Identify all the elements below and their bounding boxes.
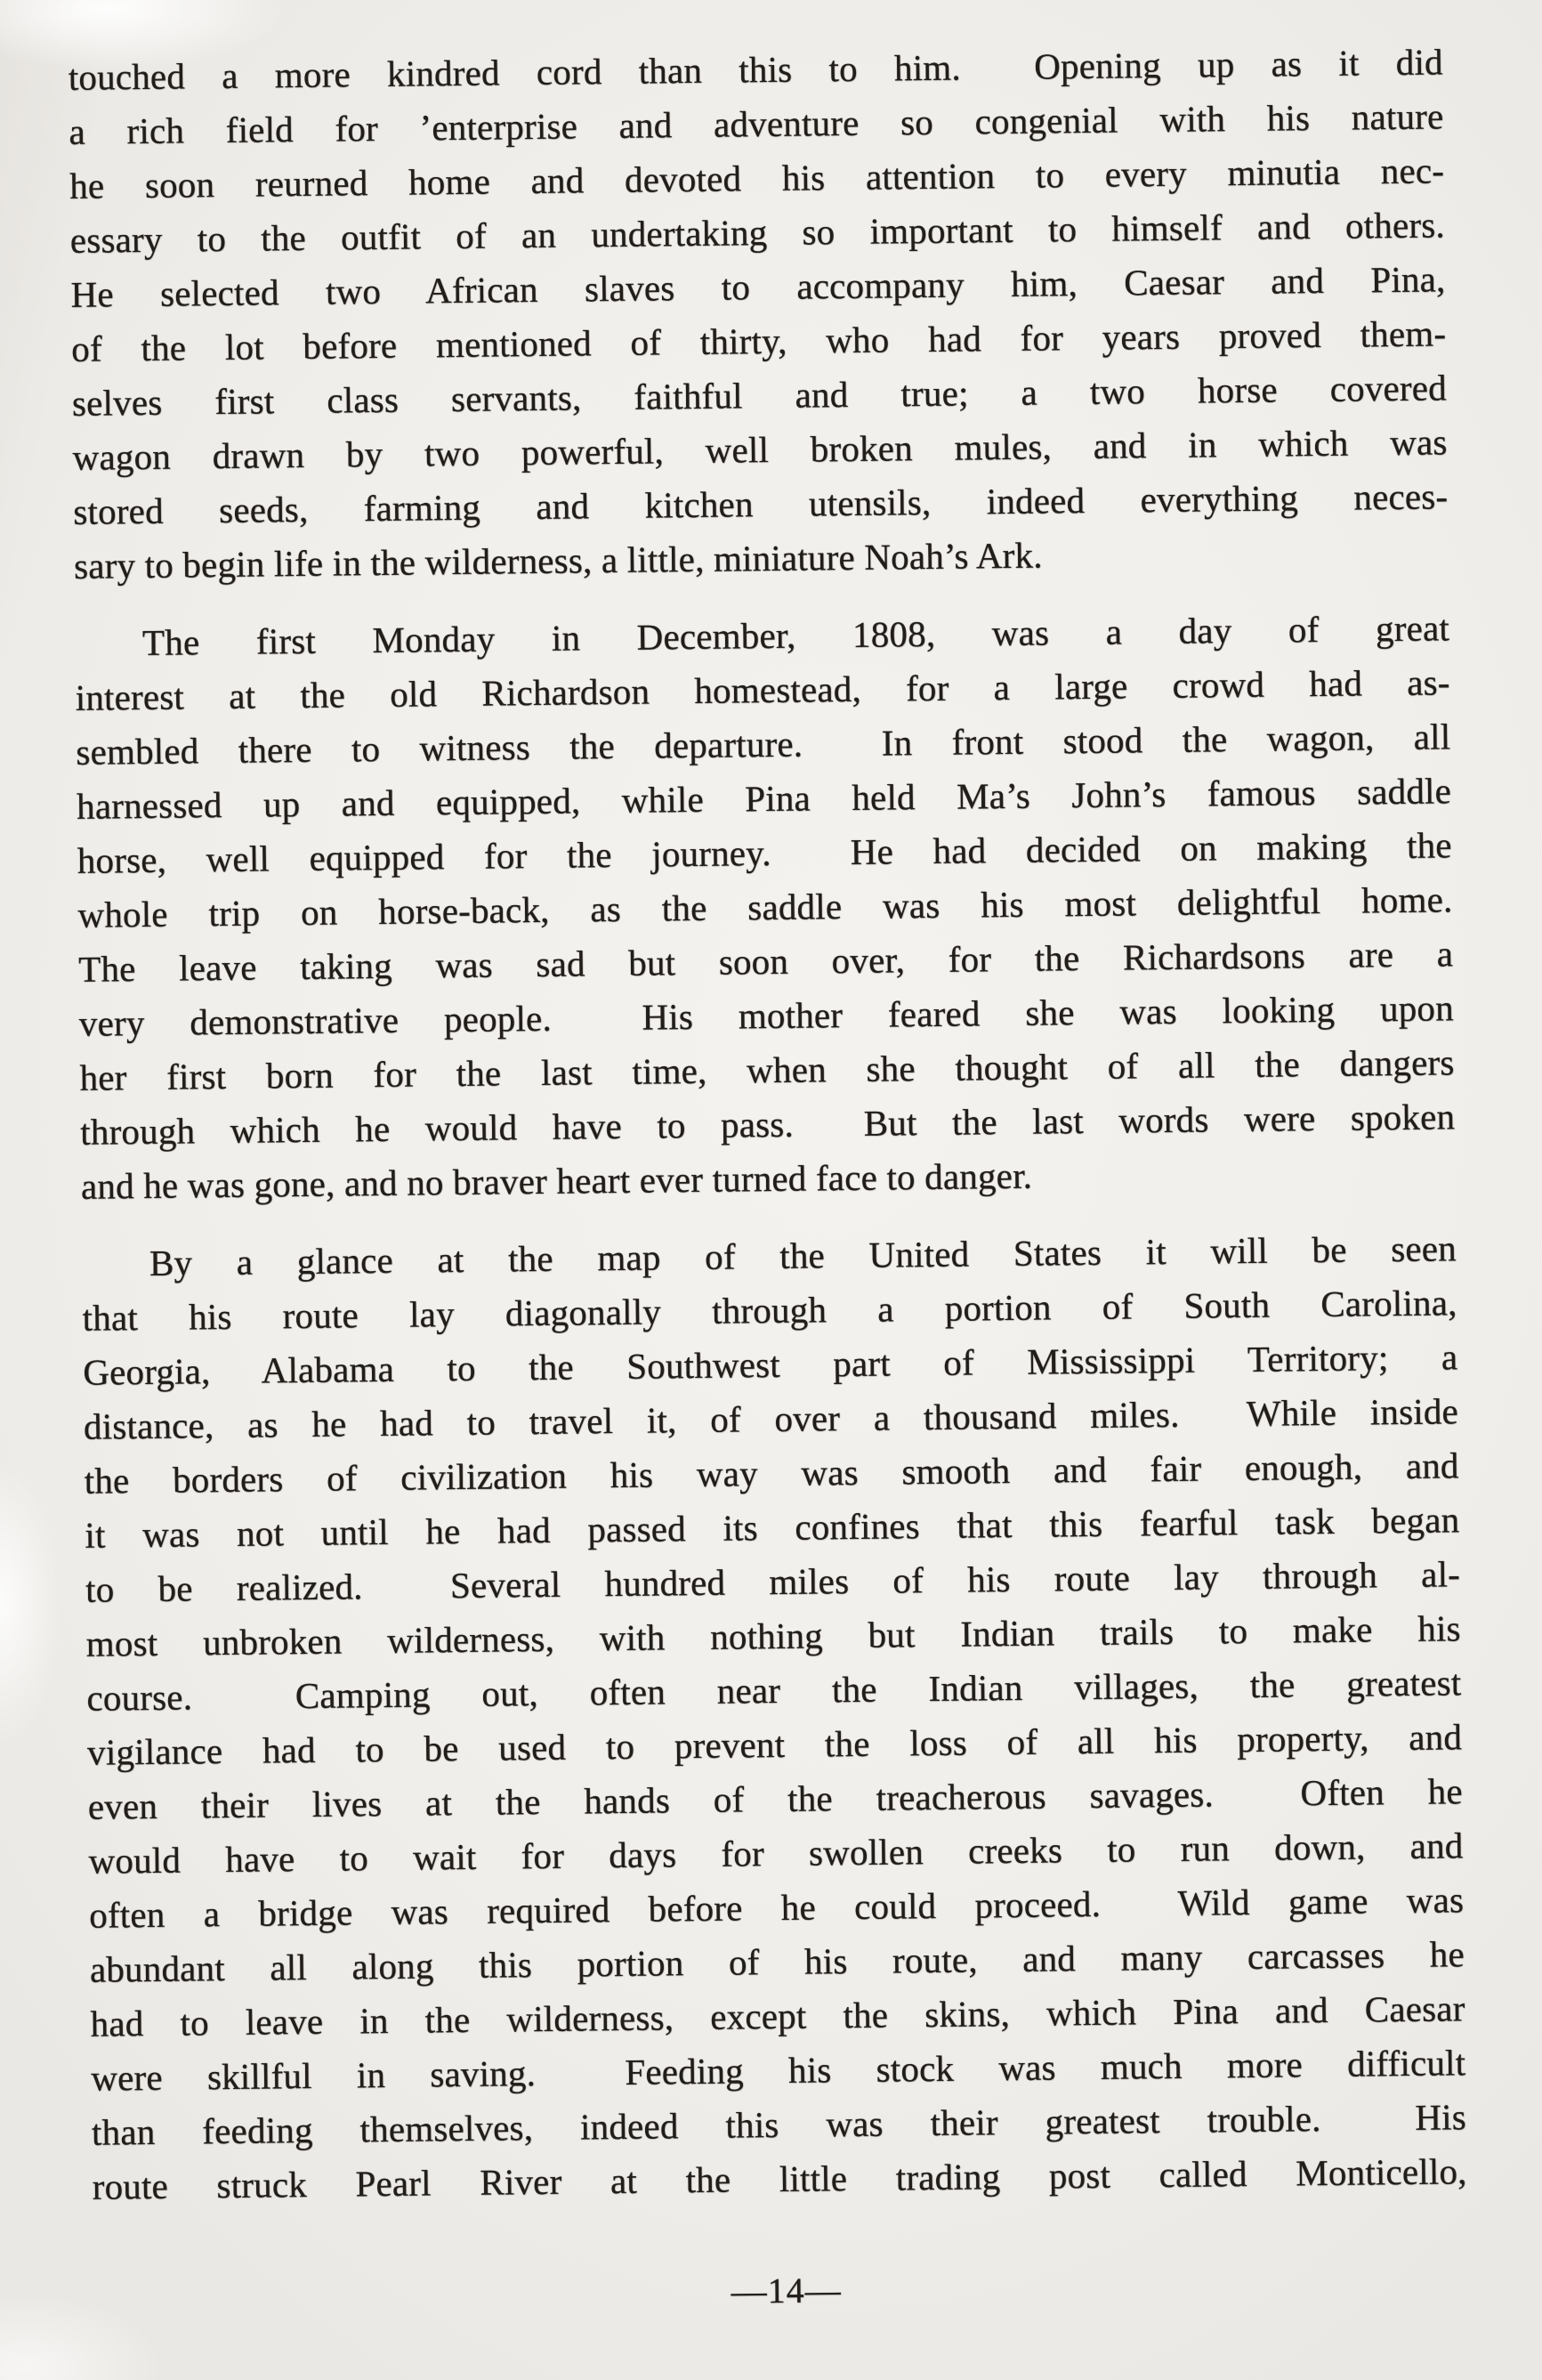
text-line: wagon drawn by two powerful, well broken mules, and in which was <box>72 421 1448 478</box>
text-line: horse, well equipped for the journey. He had decided on making the <box>77 824 1452 881</box>
text-line: Georgia, Alabama to the Southwest part of Mississippi Territory; a <box>83 1336 1458 1393</box>
text-line: harnessed up and equipped, while Pina held Ma’s John’s famous saddle <box>76 770 1452 827</box>
text-line: course. Camping out, often near the Indian villages, the greatest <box>86 1662 1462 1719</box>
text-line: and he was gone, and no braver heart ever turned face to danger. <box>80 1154 1033 1207</box>
paragraph <box>68 35 1449 593</box>
text-line: often a bridge was required before he could proceed. Wild game was <box>88 1879 1465 1936</box>
text-line: By a glance at the map of the United States it will be seen <box>149 1227 1457 1283</box>
text-line: had to leave in the wilderness, except the skins, which Pina and Caesar <box>90 1987 1465 2044</box>
text-line: whole trip on horse-back, as the saddle was his most delightful home. <box>77 878 1453 935</box>
page-text <box>68 35 1466 2214</box>
text-line: a rich field for ’enterprise and adventure so congenial with his nature <box>69 95 1444 152</box>
text-line: very demonstrative people. His mother feared she was looking upon <box>78 987 1455 1044</box>
text-line: sary to begin life in the wilderness, a little, miniature Noah’s Ark. <box>73 534 1043 587</box>
text-line: vigilance had to be used to prevent the loss of all his property, and <box>86 1716 1463 1773</box>
text-line: the borders of civilization his way was smooth and fair enough, and <box>84 1445 1459 1502</box>
text-line: than feeding themselves, indeed this was their greatest trouble. His <box>91 2096 1467 2153</box>
text-line: of the lot before mentioned of thirty, who had for years proved them- <box>71 312 1447 369</box>
text-line: through which he would have to pass. But the last words were spoken <box>79 1096 1456 1153</box>
text-line: sembled there to witness the departure. In front stood the wagon, all <box>76 716 1451 773</box>
text-line: He selected two African slaves to accompany him, Caesar and Pina, <box>70 258 1446 315</box>
paragraph <box>82 1221 1467 2214</box>
text-line: it was not until he had passed its confines that this fearful task began <box>85 1499 1460 1556</box>
text-line: distance, as he had to travel it, of over a thousand miles. While inside <box>83 1390 1459 1447</box>
paragraph <box>75 601 1457 1213</box>
text-line: that his route lay diagonally through a portion of South Carolina, <box>82 1282 1457 1339</box>
text-line: The leave taking was sad but soon over, for the Richardsons are a <box>77 933 1454 990</box>
page-number: —14— <box>731 2270 842 2311</box>
text-line: route struck Pearl River at the little trading post called Monticello, <box>92 2150 1467 2207</box>
text-line: touched a more kindred cord than this to him. Opening up as it did <box>68 41 1443 98</box>
text-line: even their lives at the hands of the treacherous savages. Often he <box>87 1770 1464 1827</box>
text-line: stored seeds, farming and kitchen utensils, indeed everything neces- <box>73 475 1449 532</box>
text-line: essary to the outfit of an undertaking so important to himself and others. <box>69 204 1446 261</box>
text-line: would have to wait for days for swollen creeks to run down, and <box>88 1825 1464 1882</box>
text-line: The first Monday in December, 1808, was a day of great <box>141 607 1450 663</box>
text-line: to be realized. Several hundred miles of his route lay through al- <box>85 1553 1461 1610</box>
text-line: her first born for the last time, when she thought of all the dangers <box>79 1041 1455 1098</box>
text-line: he soon reurned home and devoted his attention to every minutia nec- <box>69 150 1445 206</box>
text-line: interest at the old Richardson homestead, for a large crowd had as- <box>75 661 1450 718</box>
text-line: abundant all along this portion of his route, and many carcasses he <box>89 1933 1465 1990</box>
text-line: most unbroken wilderness, with nothing but Indian trails to make his <box>85 1607 1461 1664</box>
text-line: selves first class servants, faithful and true; a two horse covered <box>71 367 1448 424</box>
text-line: were skillful in saving. Feeding his stock was much more difficult <box>91 2042 1466 2099</box>
